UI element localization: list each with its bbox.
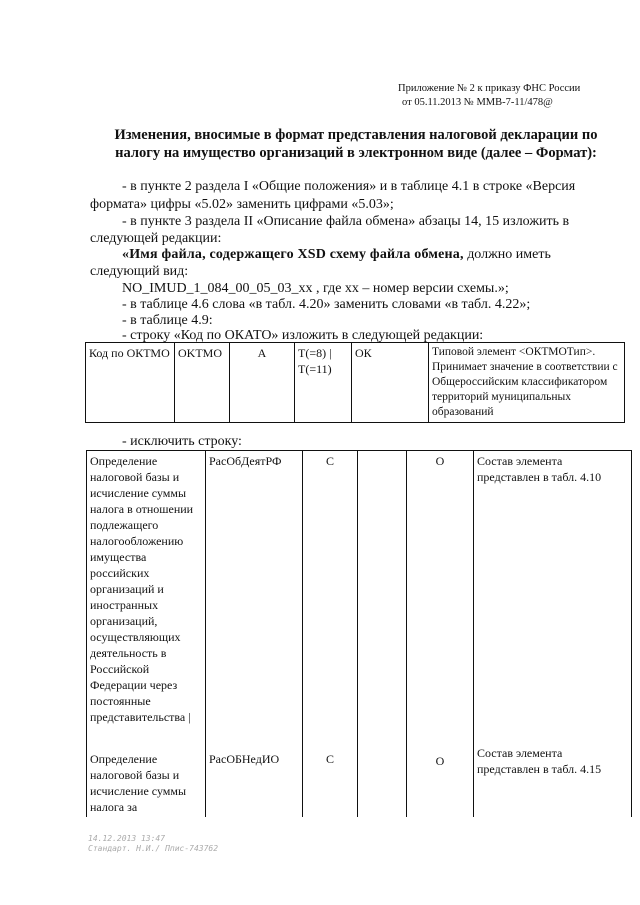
cell-note: Состав элемента представлен в табл. 4.15 (474, 741, 632, 817)
paragraph-4: NO_IMUD_1_084_00_05_03_xx , где xx – номер версии схемы.»; (122, 281, 509, 296)
cell-name: Определение налоговой базы и исчисление суммы налога за (87, 741, 206, 817)
paragraph-1b: формата» цифры «5.02» заменить цифрами «5.03»; (90, 197, 394, 212)
cell-format (295, 343, 352, 423)
stamp-line-1: 14.12.2013 13:47 (88, 834, 166, 843)
registration-stamp (88, 834, 218, 854)
paragraph-2a: - в пункте 3 раздела II «Описание файла обмена» абзацы 14, 15 изложить в (122, 214, 570, 229)
paragraph-1a: - в пункте 2 раздела I «Общие положения» и в таблице 4.1 в строке «Версия (122, 179, 576, 194)
format-line-2: Т(=11) (298, 362, 332, 376)
cell-req: ОК (352, 343, 429, 423)
cell-code: OKTMO (175, 343, 230, 423)
table-row (87, 451, 632, 742)
cell-code: РасОбДеятРФ (206, 451, 303, 742)
xsd-name-bold: «Имя файла, содержащего XSD схему файла обмена, (122, 247, 464, 262)
cell-type: А (230, 343, 295, 423)
cell-type: С (303, 451, 358, 742)
appendix-line-2: от 05.11.2013 № ММВ-7-11/478@ (402, 97, 553, 108)
cell-req: О (407, 451, 474, 742)
paragraph-7: - строку «Код по ОКАТО» изложить в следующей редакции: (122, 328, 484, 343)
cell-type: С (303, 741, 358, 817)
document-title: Изменения, вносимые в формат представления налоговой декларации по налогу на имущество организаций в электронном виде (далее – Формат): (114, 127, 598, 161)
paragraph-3a (122, 246, 551, 263)
xsd-name-rest: должно иметь (463, 247, 551, 262)
appendix-line-1: Приложение № 2 к приказу ФНС России (398, 83, 581, 94)
appendix-header (398, 82, 580, 110)
okato-row-table (85, 342, 625, 423)
table-row (87, 741, 632, 817)
paragraph-8: - исключить строку: (122, 434, 242, 449)
cell-format (358, 741, 407, 817)
paragraph-2b: следующей редакции: (90, 231, 222, 246)
stamp-line-2: Стандарт. Н.И./ Ппис-743762 (88, 844, 219, 853)
cell-name: Код по ОКТМО (86, 343, 175, 423)
excluded-row-table (86, 450, 632, 817)
cell-note: Типовой элемент <ОКТМОТип>. Принимает значение в соответствии с Общероссийским классификатором территорий муниципальных образований (429, 343, 625, 423)
table-row (86, 343, 625, 423)
format-line-1: Т(=8) | (298, 346, 332, 360)
cell-note: Состав элемента представлен в табл. 4.10 (474, 451, 632, 742)
paragraph-3b: следующий вид: (90, 264, 189, 279)
cell-name: Определение налоговой базы и исчисление суммы налога в отношении подлежащего налогообложению имущества российских организаций и иностранных организаций, осуществляющих деятельность в Российской Федерации через постоянные представительства | (87, 451, 206, 742)
paragraph-6: - в таблице 4.9: (122, 313, 213, 328)
paragraph-5: - в таблице 4.6 слова «в табл. 4.20» заменить словами «в табл. 4.22»; (122, 297, 531, 312)
cell-req: О (407, 741, 474, 817)
cell-format (358, 451, 407, 742)
cell-code: РасОБНедИО (206, 741, 303, 817)
